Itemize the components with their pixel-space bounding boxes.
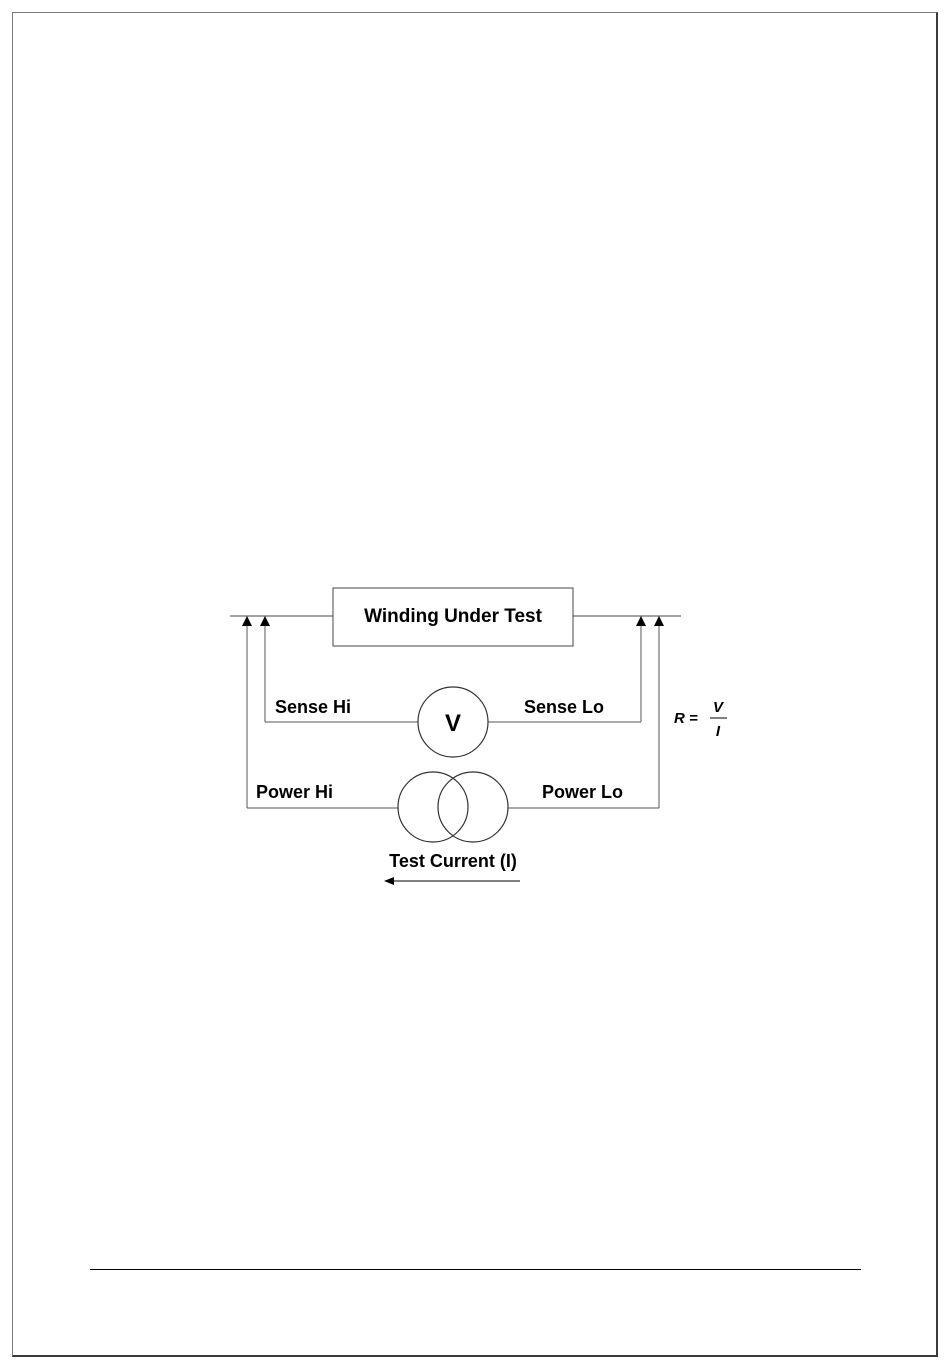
footer-rule: [90, 1269, 861, 1270]
power-lo-terminal-arrow: [654, 616, 664, 626]
voltmeter-symbol: V: [444, 710, 462, 737]
power-hi-terminal-arrow: [242, 616, 252, 626]
sense-lo-label: Sense Lo: [524, 697, 605, 717]
sense-lo-terminal-arrow: [636, 616, 646, 626]
test-current-label: Test Current (I): [389, 851, 517, 871]
current-source-left-circle: [398, 772, 468, 842]
power-lo-label: Power Lo: [542, 782, 624, 802]
sense-hi-terminal-arrow: [260, 616, 270, 626]
power-hi-label: Power Hi: [256, 782, 334, 802]
current-source-right-circle: [438, 772, 508, 842]
formula-numerator: V: [712, 699, 724, 716]
winding-label: Winding Under Test: [364, 606, 542, 627]
sense-hi-label: Sense Hi: [275, 697, 352, 717]
formula-denominator: I: [715, 723, 721, 740]
current-direction-arrowhead: [384, 877, 394, 885]
formula-lhs: R =: [674, 710, 698, 727]
